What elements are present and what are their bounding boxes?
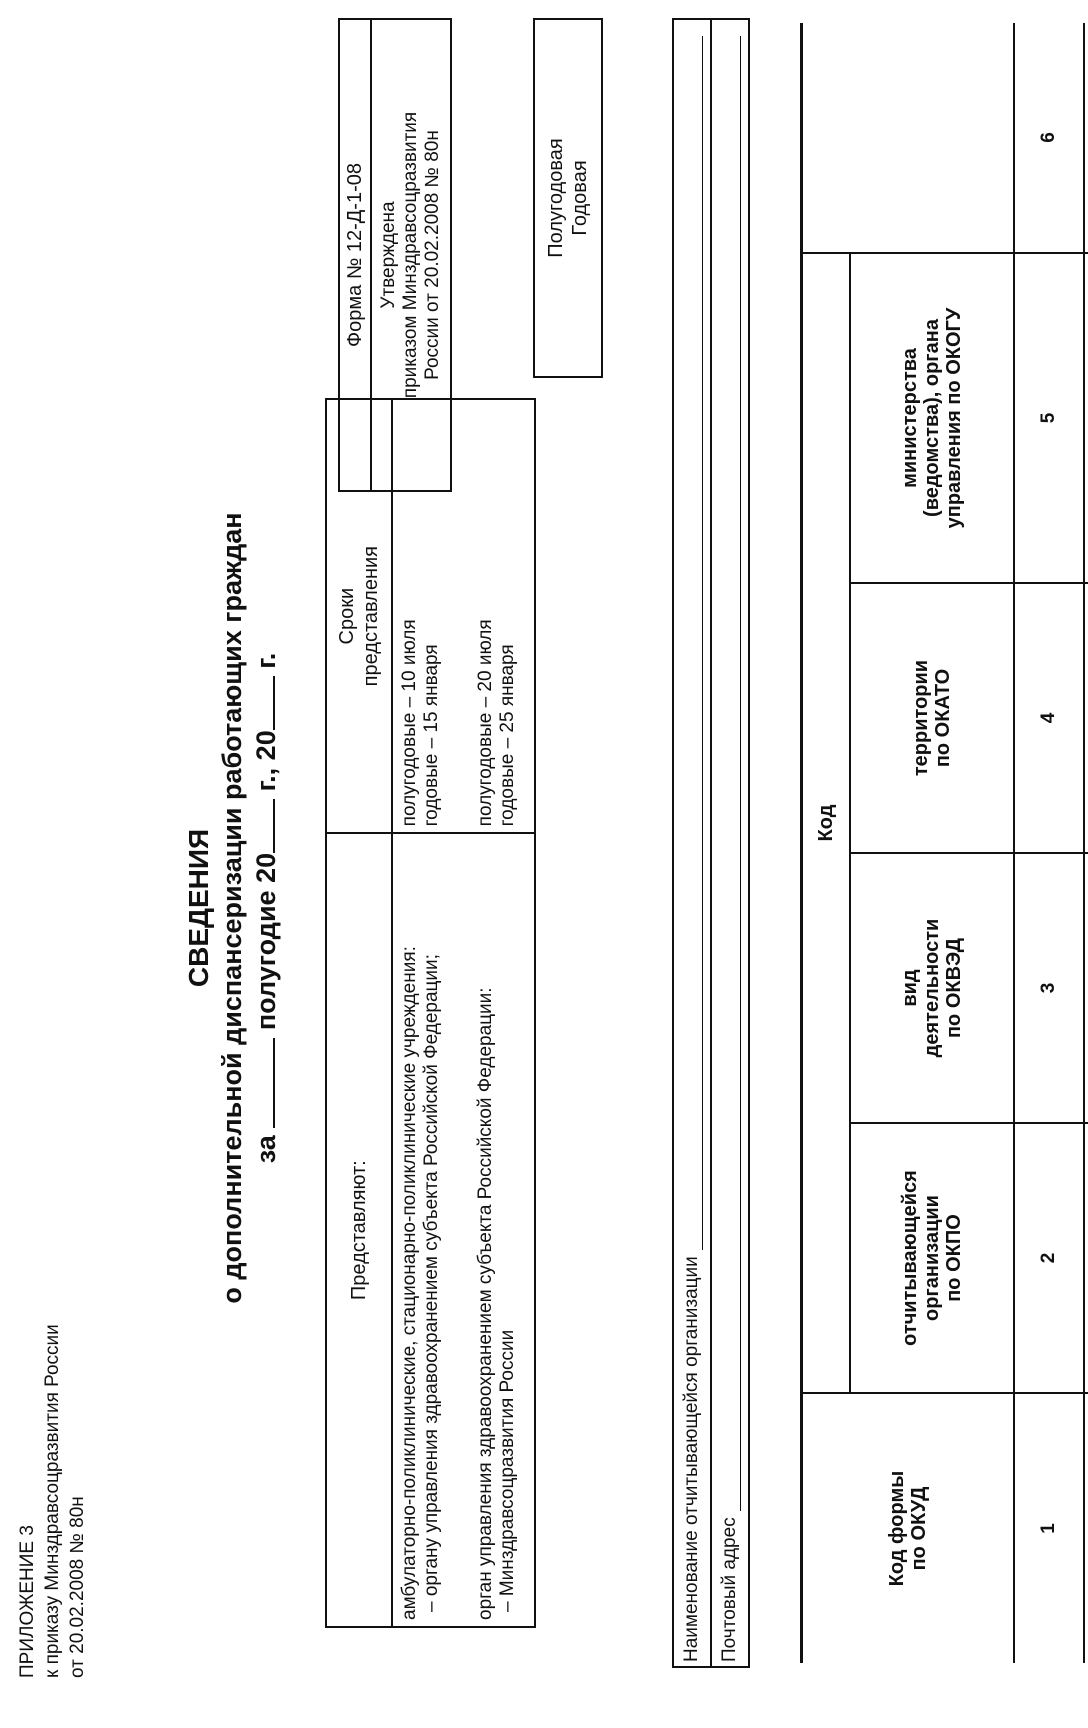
periodicity-annual: Годовая [569, 160, 591, 236]
okpo-header-line1: отчитывающейся [899, 1170, 921, 1346]
submitter-institutions [392, 833, 472, 1627]
okogu-header-line1: министерства [899, 348, 921, 488]
okpo-header [850, 1123, 1014, 1393]
document-heading: СВЕДЕНИЯ [183, 828, 214, 988]
okud-code-cell[interactable] [1084, 1393, 1088, 1663]
deadline-authority-year: годовые – 25 января [497, 644, 518, 827]
appendix-date: от 20.02.2008 № 80н [67, 1496, 88, 1678]
submission-row-authority [472, 399, 535, 1627]
deadline-authority [472, 399, 535, 833]
okogu-header [850, 253, 1014, 583]
document-title-block [182, 388, 284, 1428]
submitter-authority [472, 833, 535, 1627]
reporting-period-line [248, 388, 284, 1428]
periodicity-half-year: Полугодовая [545, 138, 567, 258]
okpo-header-line2: организации [921, 1195, 943, 1321]
okved-header-line2: деятельности [921, 918, 943, 1058]
deadline-institutions-half: полугодовые – 10 июля [399, 619, 420, 827]
organization-box [672, 18, 750, 1668]
form-approval-text [372, 20, 450, 490]
form-approval-line2: приказом Минздравсоцразвития [400, 111, 421, 399]
year-blank-2 [251, 676, 275, 730]
okved-code-cell[interactable] [1084, 853, 1088, 1123]
submission-header-row [326, 399, 392, 1627]
okogu-code-cell[interactable] [1084, 253, 1088, 583]
period-mid2: г., 20 [251, 730, 281, 792]
postal-address-row [710, 20, 748, 1666]
submitters-header: Представляют: [326, 833, 392, 1627]
organization-name-row [674, 20, 710, 1666]
period-suffix: г. [251, 652, 281, 669]
periodicity-box [533, 18, 603, 378]
okud-header-line1: Код формы [886, 1470, 908, 1587]
deadlines-header-line2: представления [360, 545, 382, 687]
column-number-6: 6 [1014, 23, 1084, 253]
okved-header [850, 853, 1014, 1123]
codes-header-row-1 [802, 23, 851, 1663]
appendix-block [15, 1324, 90, 1678]
column-number-1: 1 [1014, 1393, 1084, 1663]
appendix-order: к приказу Минздравсоцразвития России [42, 1324, 63, 1678]
okogu-header-line3: управления по ОКОГУ [943, 307, 965, 529]
column-number-3: 3 [1014, 853, 1084, 1123]
form-approval-box [338, 18, 452, 492]
half-year-blank [251, 1038, 275, 1128]
okved-header-line3: по ОКВЭД [943, 937, 965, 1039]
postal-address-field[interactable] [720, 36, 741, 1511]
deadline-authority-half: полугодовые – 20 июля [475, 619, 496, 827]
form-approval-line3: России от 20.02.2008 № 80н [422, 130, 443, 380]
document-subtitle: о дополнительной диспансеризации работающих граждан [217, 512, 247, 1304]
okogu-header-line2: (ведомства), органа [921, 319, 943, 517]
deadline-institutions-year: годовые – 15 января [421, 644, 442, 827]
okved-header-line1: вид [899, 969, 921, 1007]
codes-entry-row [1084, 23, 1088, 1663]
okato-header [850, 583, 1014, 853]
submitter-authority-line2: – Минздравсоцразвития России [497, 1329, 518, 1612]
submitter-authority-line1: орган управления здравоохранением субъекта Российской Федерации: [475, 987, 496, 1620]
okato-header-line2: по ОКАТО [932, 668, 954, 768]
organization-name-label: Наименование отчитывающейся организации [681, 1256, 702, 1662]
submission-row-institutions [392, 399, 472, 1627]
appendix-title: ПРИЛОЖЕНИЕ 3 [17, 1525, 38, 1678]
extra-code-header [802, 23, 1015, 253]
codes-table [800, 23, 1088, 1663]
okud-header-line2: по ОКУД [908, 1486, 930, 1571]
okpo-header-line3: по ОКПО [943, 1214, 965, 1302]
form-approval-line1: Утверждена [378, 201, 399, 309]
submitter-institutions-line2: – органу управления здравоохранением субъекта Российской Федерации; [421, 954, 442, 1612]
submitter-institutions-line1: амбулаторно-поликлинические, стационарно-поликлинические учреждения: [399, 946, 420, 1620]
deadlines-header-line1: Сроки [336, 587, 358, 645]
column-number-4: 4 [1014, 583, 1084, 853]
column-number-row [1014, 23, 1084, 1663]
submission-table [325, 398, 536, 1628]
year-blank-1 [251, 799, 275, 853]
okato-code-cell[interactable] [1084, 583, 1088, 853]
period-mid: полугодие 20 [251, 852, 281, 1031]
okud-code-header [802, 1393, 1015, 1663]
period-prefix: за [251, 1135, 281, 1164]
okpo-code-cell[interactable] [1084, 1123, 1088, 1393]
form-number: Форма № 12-Д-1-08 [340, 20, 372, 490]
postal-address-label: Почтовый адрес [719, 1517, 740, 1662]
column-number-5: 5 [1014, 253, 1084, 583]
column-number-2: 2 [1014, 1123, 1084, 1393]
extra-code-cell[interactable] [1084, 23, 1088, 253]
okato-header-line1: территории [910, 659, 932, 777]
organization-name-field[interactable] [682, 36, 703, 1250]
code-group-header: Код [802, 253, 851, 1393]
